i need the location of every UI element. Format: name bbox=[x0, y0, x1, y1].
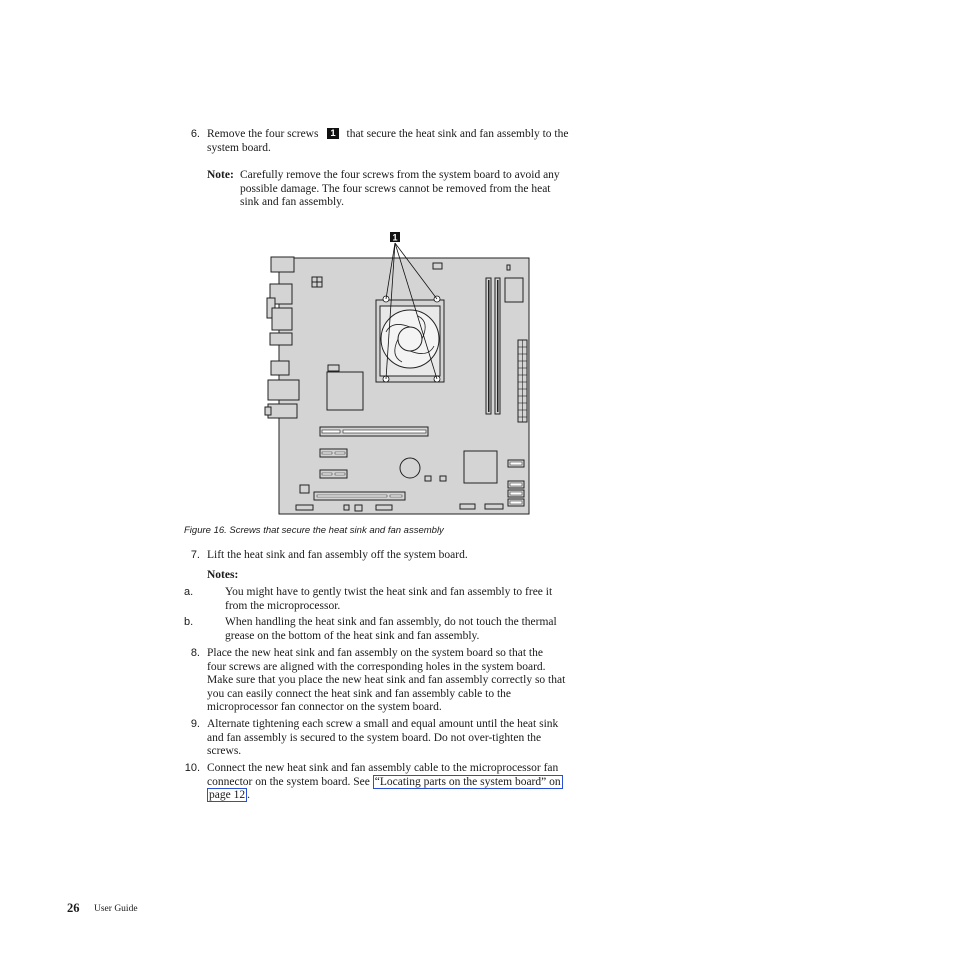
step-8-line-1: Place the new heat sink and fan assembly on the system board so that the bbox=[207, 647, 543, 659]
step-6-text-before: Remove the four screws bbox=[207, 128, 319, 140]
callout-1-inline: 1 bbox=[327, 128, 338, 139]
note-b-line-2: grease on the bottom of the heat sink and fan assembly. bbox=[225, 630, 480, 642]
note-b-line-1: When handling the heat sink and fan assembly, do not touch the thermal bbox=[225, 616, 557, 628]
note-a-line-2: from the microprocessor. bbox=[225, 600, 341, 612]
step-8-number: 8. bbox=[190, 647, 200, 659]
step-6-line-1 bbox=[207, 128, 627, 142]
step-8-line-4: you can easily connect the heat sink and fan assembly cable to the bbox=[207, 688, 512, 700]
note-line-2: possible damage. The four screws cannot be removed from the heat bbox=[240, 183, 551, 195]
step-9-line-3: screws. bbox=[207, 745, 242, 757]
step-9-line-2: and fan assembly is secured to the system board. Do not over-tighten the bbox=[207, 732, 542, 744]
step-10-line-3 bbox=[207, 789, 250, 803]
step-10-line-1: Connect the new heat sink and fan assembly cable to the microprocessor fan bbox=[207, 762, 559, 774]
step-7-number: 7. bbox=[190, 549, 200, 561]
footer-label: User Guide bbox=[94, 904, 138, 914]
step-9-line-1: Alternate tightening each screw a small and equal amount until the heat sink bbox=[207, 718, 559, 730]
page-number: 26 bbox=[67, 901, 80, 915]
step-10-number: 10. bbox=[184, 762, 200, 774]
step-6-number: 6. bbox=[190, 128, 200, 140]
note-line-1: Carefully remove the four screws from the system board to avoid any bbox=[240, 169, 560, 181]
step-8-line-2: four screws are aligned with the corresponding holes in the system board. bbox=[207, 661, 546, 673]
step-6-text-after: that secure the heat sink and fan assembly to the bbox=[346, 128, 569, 140]
step-9-number: 9. bbox=[190, 718, 200, 730]
note-b-label: b. bbox=[184, 616, 194, 628]
locating-parts-link-part-2[interactable]: page 12 bbox=[209, 789, 246, 801]
note-a-line-1: You might have to gently twist the heat sink and fan assembly to free it bbox=[225, 586, 553, 598]
step-10-line-2 bbox=[207, 776, 563, 790]
step-10-text-before-link: connector on the system board. See bbox=[207, 776, 373, 788]
step-10-period: . bbox=[247, 789, 250, 801]
locating-parts-link-part-1[interactable]: “Locating parts on the system board” on bbox=[374, 776, 561, 788]
callout-1-figure: 1 bbox=[392, 232, 398, 243]
figure-caption: Figure 16. Screws that secure the heat sink and fan assembly bbox=[184, 525, 444, 536]
note-label: Note: bbox=[207, 169, 234, 181]
step-6-line-2: system board. bbox=[207, 142, 271, 154]
step-8-line-5: microprocessor fan connector on the system board. bbox=[207, 701, 442, 713]
note-a-label: a. bbox=[184, 586, 194, 598]
system-board-figure bbox=[262, 228, 534, 518]
notes-label: Notes: bbox=[207, 569, 239, 581]
step-8-line-3: Make sure that you place the new heat sink and fan assembly correctly so that bbox=[207, 674, 566, 686]
note-line-3: sink and fan assembly. bbox=[240, 196, 345, 208]
step-7-text: Lift the heat sink and fan assembly off the system board. bbox=[207, 549, 468, 561]
